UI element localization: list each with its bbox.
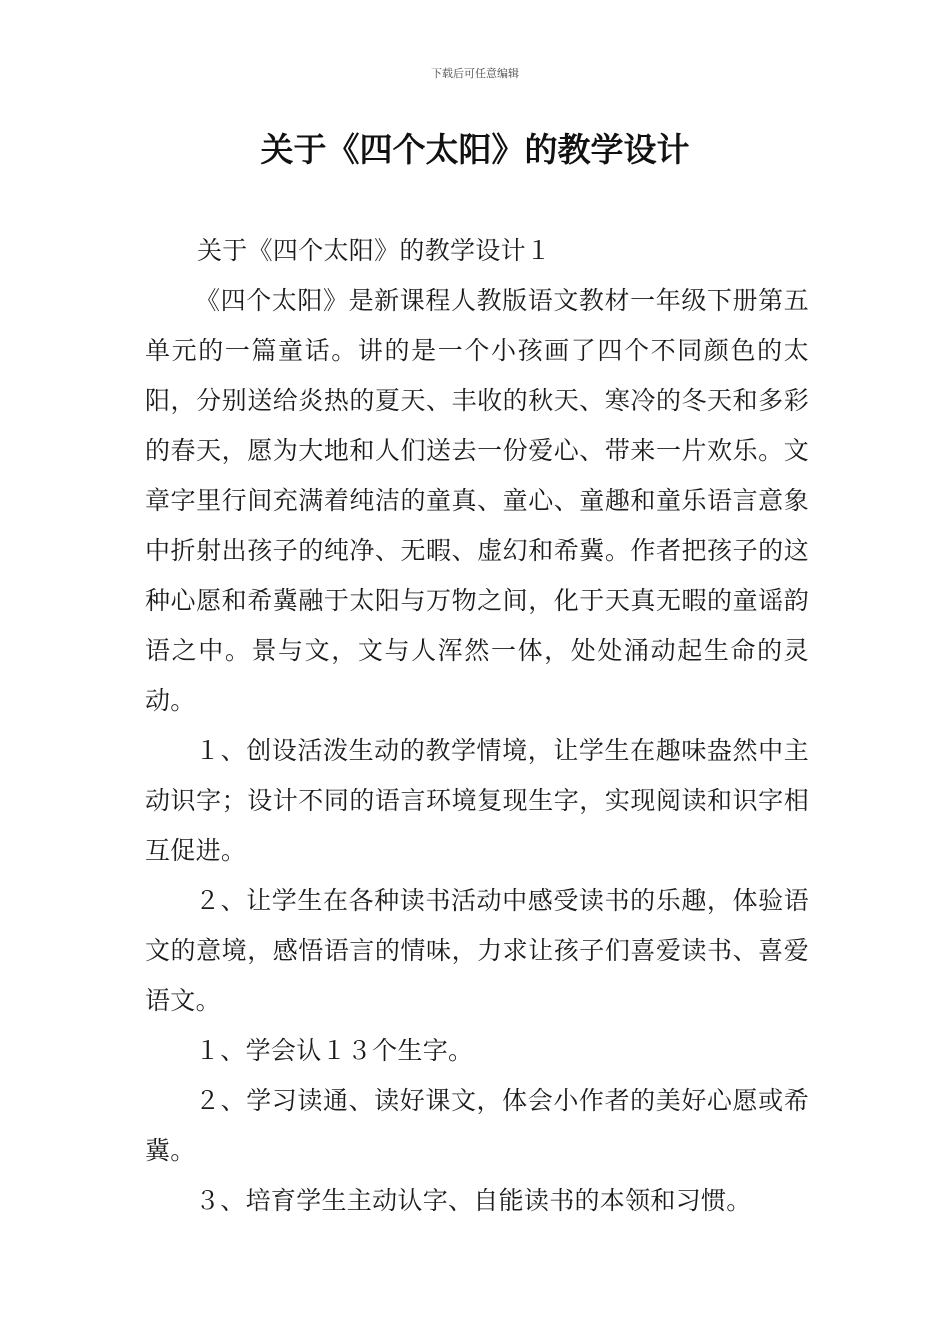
goal-paragraph-1: １、创设活泼生动的教学情境，让学生在趣味盎然中主动识字；设计不同的语言环境复现生字，实现阅读和识字相互促进。 [145, 736, 809, 865]
document-title: 关于《四个太阳》的教学设计 [260, 130, 690, 169]
objective-item-1: １、学会认１３个生字。 [195, 1036, 474, 1065]
objective-item-3: ３、培育学生主动认字、自能读书的本领和习惯。 [195, 1186, 752, 1215]
objective-item-2: ２、学习读通、读好课文，体会小作者的美好心愿或希冀。 [145, 1086, 809, 1165]
document-body [145, 226, 809, 1226]
section-subtitle: 关于《四个太阳》的教学设计１ [197, 236, 552, 265]
header-note: 下载后可任意编辑 [431, 67, 519, 80]
goal-paragraph-2: ２、让学生在各种读书活动中感受读书的乐趣，体验语文的意境，感悟语言的情味，力求让孩子们喜爱读书、喜爱语文。 [145, 886, 809, 1015]
intro-paragraph: 《四个太阳》是新课程人教版语文教材一年级下册第五单元的一篇童话。讲的是一个小孩画了四个不同颜色的太阳，分别送给炎热的夏天、丰收的秋天、寒冷的冬天和多彩的春天，愿为大地和人们送去一份爱心、带来一片欢乐。文章字里行间充满着纯洁的童真、童心、童趣和童乐语言意象中折射出孩子的纯净、无暇、虚幻和希冀。作者把孩子的这种心愿和希冀融于太阳与万物之间，化于天真无暇的童谣韵语之中。景与文，文与人浑然一体，处处涌动起生命的灵动。 [145, 286, 809, 715]
